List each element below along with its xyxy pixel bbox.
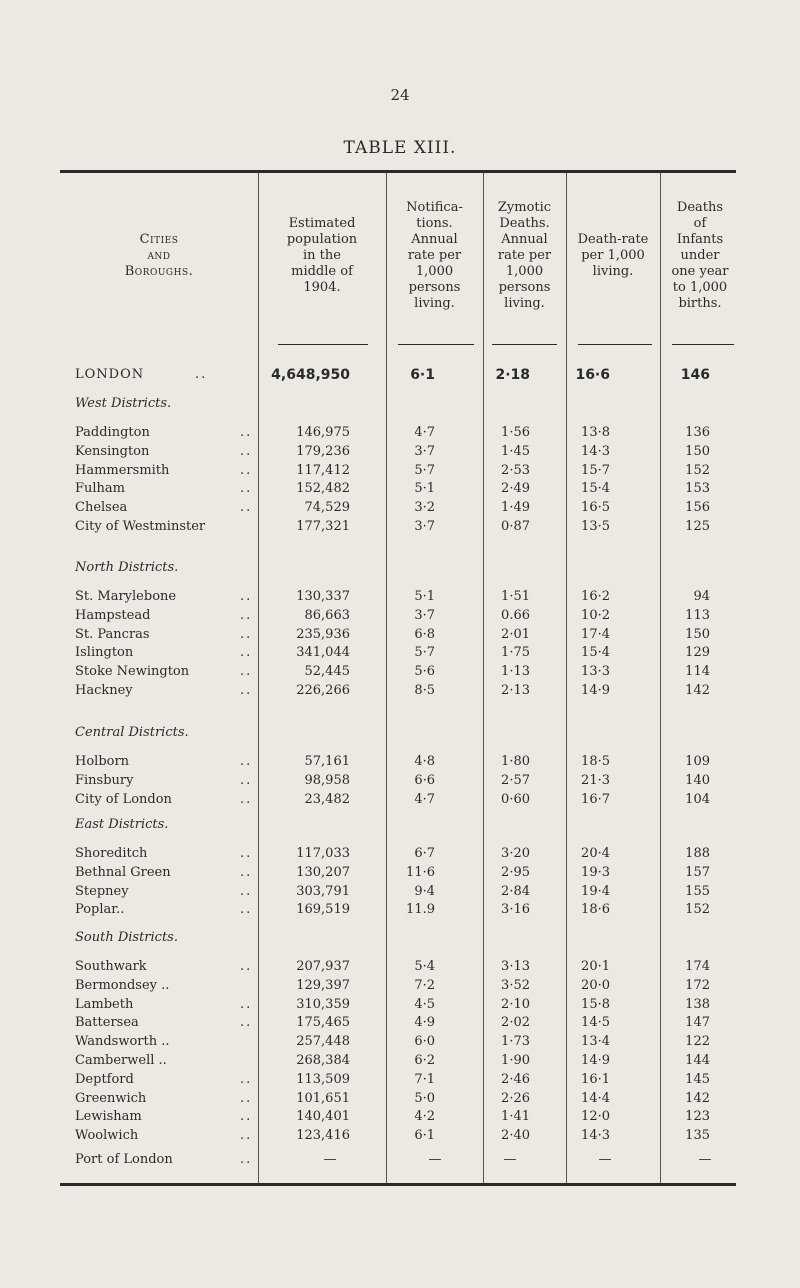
death-rate-cell: 13·4 — [581, 1034, 610, 1050]
section-title: Central Districts. — [75, 725, 189, 740]
notification-rate-cell: 4·2 — [414, 1109, 435, 1125]
row-name: Stoke Newington — [75, 664, 190, 680]
zymotic-rate-cell: 1·75 — [501, 645, 530, 661]
leader-dots: .. — [240, 462, 253, 478]
infant-death-cell: 94 — [693, 589, 710, 604]
table-row — [0, 627, 800, 645]
section-title: East Districts. — [75, 817, 169, 832]
population-cell: 175,465 — [296, 1015, 350, 1031]
death-rate-cell: 14·9 — [581, 683, 610, 698]
notification-rate-cell: 4·7 — [414, 791, 435, 807]
notification-rate-cell: 11·6 — [406, 864, 435, 880]
infant-death-cell: 152 — [685, 902, 710, 918]
row-name: Hammersmith — [75, 462, 170, 478]
row-name: Shoreditch — [75, 846, 148, 861]
leader-dots: .. — [240, 589, 253, 604]
table-row — [0, 1015, 800, 1033]
row-name: St. Marylebone — [75, 589, 177, 604]
population-cell: 257,448 — [296, 1034, 350, 1050]
zymotic-rate-cell: 1·41 — [501, 1109, 530, 1125]
row-name: St. Pancras — [75, 626, 150, 642]
table-title: TABLE XIII. — [343, 138, 457, 158]
zymotic-rate-cell: 3·13 — [501, 959, 530, 974]
population-cell: 23,482 — [304, 791, 350, 807]
table-row — [0, 1109, 800, 1127]
death-rate-cell: 16·7 — [581, 791, 610, 807]
table-row — [0, 792, 800, 810]
infant-death-cell: 122 — [685, 1034, 710, 1050]
row-name: Bermondsey .. — [75, 977, 170, 993]
zymotic-rate-cell: 2·10 — [501, 996, 530, 1012]
row-name: Wandsworth .. — [75, 1034, 170, 1050]
row-name: Camberwell .. — [75, 1053, 167, 1068]
population-cell: 129,397 — [296, 977, 350, 993]
infant-death-cell: 142 — [685, 683, 710, 698]
table-row — [0, 846, 800, 864]
leader-dots: .. — [240, 1090, 253, 1106]
zymotic-rate-cell: 1·45 — [501, 443, 530, 459]
infant-death-cell: 109 — [685, 754, 710, 769]
row-name: Paddington — [75, 425, 150, 440]
zymotic-rate-cell: 3·20 — [501, 846, 530, 861]
header-rule — [492, 344, 557, 345]
table-row — [0, 902, 800, 920]
zymotic-rate-cell: 1·13 — [501, 664, 530, 680]
population-cell: 226,266 — [296, 683, 350, 698]
table-row — [0, 997, 800, 1015]
notification-rate-cell: 5·0 — [414, 1090, 435, 1106]
leader-dots: .. — [240, 1015, 253, 1031]
infant-death-cell: 138 — [685, 996, 710, 1012]
zymotic-rate-cell: 0·87 — [501, 519, 530, 534]
notification-rate-cell: 4·9 — [414, 1015, 435, 1031]
zymotic-rate-cell: 2·01 — [501, 626, 530, 642]
infant-death-cell: 114 — [685, 664, 710, 680]
death-rate-cell: 20·4 — [581, 846, 610, 861]
population-cell: 341,044 — [296, 645, 350, 661]
notification-rate-cell: 3·7 — [414, 519, 435, 534]
death-rate-cell: 20·0 — [581, 977, 610, 993]
notification-rate-cell: — — [428, 1152, 442, 1167]
row-name: Battersea — [75, 1015, 139, 1031]
leader-dots: .. — [240, 1071, 253, 1087]
death-rate-cell: 18·6 — [581, 902, 610, 918]
header-death-rate: Death-rate per 1,000 living. — [577, 232, 649, 279]
leader-dots: .. — [240, 443, 253, 459]
notification-rate-cell: 5·7 — [414, 462, 435, 478]
notification-rate-cell: 6·7 — [414, 846, 435, 861]
row-name: Woolwich — [75, 1128, 139, 1144]
infant-death-cell: 144 — [685, 1053, 710, 1068]
infant-death-cell: 136 — [685, 425, 710, 440]
table-row — [0, 754, 800, 772]
population-cell: 169,519 — [296, 902, 350, 918]
notification-rate-cell: 7·2 — [414, 977, 435, 993]
death-rate-cell: 14·3 — [581, 443, 610, 459]
death-rate-cell: 16·6 — [575, 367, 610, 383]
infant-death-cell: — — [698, 1152, 712, 1167]
table-row — [0, 1072, 800, 1090]
zymotic-rate-cell: 2·84 — [501, 883, 530, 899]
infant-death-cell: 157 — [685, 864, 710, 880]
row-name: Port of London — [75, 1152, 173, 1167]
leader-dots: .. — [240, 996, 253, 1012]
death-rate-cell: 14·3 — [581, 1128, 610, 1144]
notification-rate-cell: 4·8 — [414, 754, 435, 769]
leader-dots: .. — [240, 1152, 253, 1167]
infant-death-cell: 174 — [685, 959, 710, 974]
leader-dots: .. — [240, 1109, 253, 1125]
leader-dots: .. — [240, 754, 253, 769]
infant-death-cell: 172 — [685, 977, 710, 993]
table-row — [0, 500, 800, 518]
zymotic-rate-cell: 2·40 — [501, 1128, 530, 1144]
death-rate-cell: 14·9 — [581, 1053, 610, 1068]
infant-death-cell: 156 — [685, 500, 710, 516]
leader-dots: .. — [240, 772, 253, 788]
death-rate-cell: 16·5 — [581, 500, 610, 516]
notification-rate-cell: 6·8 — [414, 626, 435, 642]
leader-dots: .. — [240, 607, 253, 623]
table-row — [0, 1128, 800, 1146]
table-row-port — [0, 1152, 800, 1170]
population-cell: 268,384 — [296, 1053, 350, 1068]
row-name: Lambeth — [75, 996, 134, 1012]
row-name: Kensington — [75, 443, 150, 459]
row-name: Fulham — [75, 481, 126, 497]
table-row — [0, 664, 800, 682]
header-rule — [578, 344, 652, 345]
zymotic-rate-cell: 1·49 — [501, 500, 530, 516]
death-rate-cell: 21·3 — [581, 772, 610, 788]
death-rate-cell: 15·4 — [581, 645, 610, 661]
population-cell: 57,161 — [304, 754, 350, 769]
zymotic-rate-cell: 3·52 — [501, 977, 530, 993]
population-cell: 177,321 — [296, 519, 350, 534]
death-rate-cell: 19·3 — [581, 864, 610, 880]
section-title: West Districts. — [75, 396, 172, 411]
notification-rate-cell: 8·5 — [414, 683, 435, 698]
population-cell: 98,958 — [304, 772, 350, 788]
table-row — [0, 608, 800, 626]
zymotic-rate-cell: 2·53 — [501, 462, 530, 478]
death-rate-cell: 17·4 — [581, 626, 610, 642]
infant-death-cell: 153 — [685, 481, 710, 497]
notification-rate-cell: 3·7 — [414, 443, 435, 459]
population-cell: 101,651 — [296, 1090, 350, 1106]
leader-dots: .. — [240, 902, 253, 918]
notification-rate-cell: 6·2 — [414, 1053, 435, 1068]
zymotic-rate-cell: 1·90 — [501, 1053, 530, 1068]
row-name: Southwark — [75, 959, 147, 974]
row-name: Holborn — [75, 754, 130, 769]
infant-death-cell: 147 — [685, 1015, 710, 1031]
leader-dots: .. — [240, 791, 253, 807]
leader-dots: .. — [240, 959, 253, 974]
table-row — [0, 683, 800, 701]
infant-death-cell: 123 — [685, 1109, 710, 1125]
zymotic-rate-cell: 2·13 — [501, 683, 530, 698]
table-row — [0, 1034, 800, 1052]
notification-rate-cell: 5·1 — [414, 589, 435, 604]
header-rule — [398, 344, 474, 345]
leader-dots: .. — [240, 864, 253, 880]
table-row — [0, 1053, 800, 1071]
population-cell: 113,509 — [296, 1071, 350, 1087]
population-cell: 117,412 — [296, 462, 350, 478]
death-rate-cell: 16·1 — [581, 1071, 610, 1087]
notification-rate-cell: 5·7 — [414, 645, 435, 661]
population-cell: 86,663 — [304, 607, 350, 623]
population-cell: 179,236 — [296, 443, 350, 459]
top-rule — [60, 170, 736, 173]
table-row — [0, 865, 800, 883]
death-rate-cell: 18·5 — [581, 754, 610, 769]
death-rate-cell: 15·7 — [581, 462, 610, 478]
row-name: Bethnal Green — [75, 864, 171, 880]
row-name: City of London — [75, 791, 172, 807]
population-cell: 303,791 — [296, 883, 350, 899]
death-rate-cell: 14·5 — [581, 1015, 610, 1031]
population-cell: 117,033 — [296, 846, 350, 861]
infant-death-cell: 113 — [685, 607, 710, 623]
table-row — [0, 1091, 800, 1109]
header-cities: Cities and Boroughs. — [124, 232, 194, 279]
zymotic-rate-cell: 2·49 — [501, 481, 530, 497]
table-row — [0, 425, 800, 443]
notification-rate-cell: 3·2 — [414, 500, 435, 516]
zymotic-rate-cell: 0.66 — [501, 607, 530, 623]
zymotic-rate-cell: 1·56 — [501, 425, 530, 440]
infant-death-cell: 142 — [685, 1090, 710, 1106]
infant-death-cell: 135 — [685, 1128, 710, 1144]
bottom-rule — [60, 1183, 736, 1186]
zymotic-rate-cell: 2·02 — [501, 1015, 530, 1031]
population-cell: 123,416 — [296, 1128, 350, 1144]
infant-death-cell: 150 — [685, 443, 710, 459]
death-rate-cell: 16·2 — [581, 589, 610, 604]
leader-dots: .. — [240, 626, 253, 642]
population-cell: 152,482 — [296, 481, 350, 497]
death-rate-cell: 13·5 — [581, 519, 610, 534]
row-name: Islington — [75, 645, 134, 661]
zymotic-rate-cell: 1·80 — [501, 754, 530, 769]
population-cell: 310,359 — [296, 996, 350, 1012]
infant-death-cell: 146 — [680, 367, 710, 383]
zymotic-rate-cell: 1·51 — [501, 589, 530, 604]
leader-dots: .. — [240, 425, 253, 440]
infant-death-cell: 129 — [685, 645, 710, 661]
death-rate-cell: 13·3 — [581, 664, 610, 680]
table-row — [0, 884, 800, 902]
row-name: Stepney — [75, 883, 129, 899]
population-cell: — — [323, 1152, 337, 1167]
infant-death-cell: 150 — [685, 626, 710, 642]
infant-death-cell: 104 — [685, 791, 710, 807]
table-row — [0, 978, 800, 996]
zymotic-rate-cell: 0·60 — [501, 791, 530, 807]
notification-rate-cell: 6·1 — [410, 367, 435, 383]
table-row — [0, 481, 800, 499]
row-name: Hampstead — [75, 607, 151, 623]
death-rate-cell: 14·4 — [581, 1090, 610, 1106]
infant-death-cell: 125 — [685, 519, 710, 534]
death-rate-cell: 19·4 — [581, 883, 610, 899]
population-cell: 4,648,950 — [271, 367, 350, 383]
notification-rate-cell: 6·0 — [414, 1034, 435, 1050]
row-name: LONDON — [75, 367, 145, 382]
population-cell: 146,975 — [296, 425, 350, 440]
row-name: Deptford — [75, 1071, 134, 1087]
notification-rate-cell: 5·4 — [414, 959, 435, 974]
row-name: City of Westminster — [75, 519, 206, 534]
zymotic-rate-cell: — — [503, 1152, 517, 1167]
table-row — [0, 589, 800, 607]
header-notifications: Notifica- tions. Annual rate per 1,000 persons living. — [406, 200, 463, 311]
death-rate-cell: 20·1 — [581, 959, 610, 974]
row-name: Greenwich — [75, 1090, 147, 1106]
population-cell: 235,936 — [296, 626, 350, 642]
population-cell: 130,337 — [296, 589, 350, 604]
notification-rate-cell: 11.9 — [406, 902, 435, 918]
notification-rate-cell: 5·1 — [414, 481, 435, 497]
zymotic-rate-cell: 2·57 — [501, 772, 530, 788]
row-name: Chelsea — [75, 500, 128, 516]
table-row — [0, 959, 800, 977]
table-row — [0, 645, 800, 663]
zymotic-rate-cell: 3·16 — [501, 902, 530, 918]
zymotic-rate-cell: 2·18 — [495, 367, 530, 383]
header-zymotic: Zymotic Deaths. Annual rate per 1,000 persons living. — [497, 200, 552, 311]
infant-death-cell: 152 — [685, 462, 710, 478]
row-name: Lewisham — [75, 1109, 142, 1125]
page-number: 24 — [390, 86, 410, 104]
notification-rate-cell: 5·6 — [414, 664, 435, 680]
header-infant-deaths: Deaths of Infants under one year to 1,000 births. — [671, 200, 729, 311]
population-cell: 74,529 — [304, 500, 350, 516]
table-row-london — [0, 367, 800, 385]
header-rule — [278, 344, 368, 345]
leader-dots: .. — [240, 500, 253, 516]
infant-death-cell: 140 — [685, 772, 710, 788]
death-rate-cell: 13·8 — [581, 425, 610, 440]
population-cell: 140,401 — [296, 1109, 350, 1125]
leader-dots: .. — [240, 481, 253, 497]
notification-rate-cell: 7·1 — [414, 1071, 435, 1087]
death-rate-cell: 15·8 — [581, 996, 610, 1012]
zymotic-rate-cell: 2·46 — [501, 1071, 530, 1087]
leader-dots: .. — [240, 683, 253, 698]
zymotic-rate-cell: 2·95 — [501, 864, 530, 880]
row-name: Finsbury — [75, 772, 134, 788]
notification-rate-cell: 6·1 — [414, 1128, 435, 1144]
infant-death-cell: 155 — [685, 883, 710, 899]
zymotic-rate-cell: 2·26 — [501, 1090, 530, 1106]
section-title: North Districts. — [75, 560, 179, 575]
death-rate-cell: 10·2 — [581, 607, 610, 623]
notification-rate-cell: 4·7 — [414, 425, 435, 440]
death-rate-cell: 12·0 — [581, 1109, 610, 1125]
row-name: Poplar.. — [75, 902, 125, 918]
table-row — [0, 463, 800, 481]
leader-dots: .. — [240, 1128, 253, 1144]
row-name: Hackney — [75, 683, 133, 698]
table-row — [0, 773, 800, 791]
notification-rate-cell: 3·7 — [414, 607, 435, 623]
notification-rate-cell: 4·5 — [414, 996, 435, 1012]
header-population: Estimated population in the middle of 1904. — [286, 216, 358, 295]
population-cell: 52,445 — [304, 664, 350, 680]
leader-dots: .. — [195, 367, 208, 382]
zymotic-rate-cell: 1·73 — [501, 1034, 530, 1050]
population-cell: 130,207 — [296, 864, 350, 880]
leader-dots: .. — [240, 645, 253, 661]
infant-death-cell: 188 — [685, 846, 710, 861]
section-title: South Districts. — [75, 930, 178, 945]
leader-dots: .. — [240, 883, 253, 899]
table-row — [0, 444, 800, 462]
header-rule — [672, 344, 734, 345]
notification-rate-cell: 9·4 — [414, 883, 435, 899]
leader-dots: .. — [240, 664, 253, 680]
death-rate-cell: 15·4 — [581, 481, 610, 497]
infant-death-cell: 145 — [685, 1071, 710, 1087]
population-cell: 207,937 — [296, 959, 350, 974]
leader-dots: .. — [240, 846, 253, 861]
notification-rate-cell: 6·6 — [414, 772, 435, 788]
table-row — [0, 519, 800, 537]
death-rate-cell: — — [598, 1152, 612, 1167]
